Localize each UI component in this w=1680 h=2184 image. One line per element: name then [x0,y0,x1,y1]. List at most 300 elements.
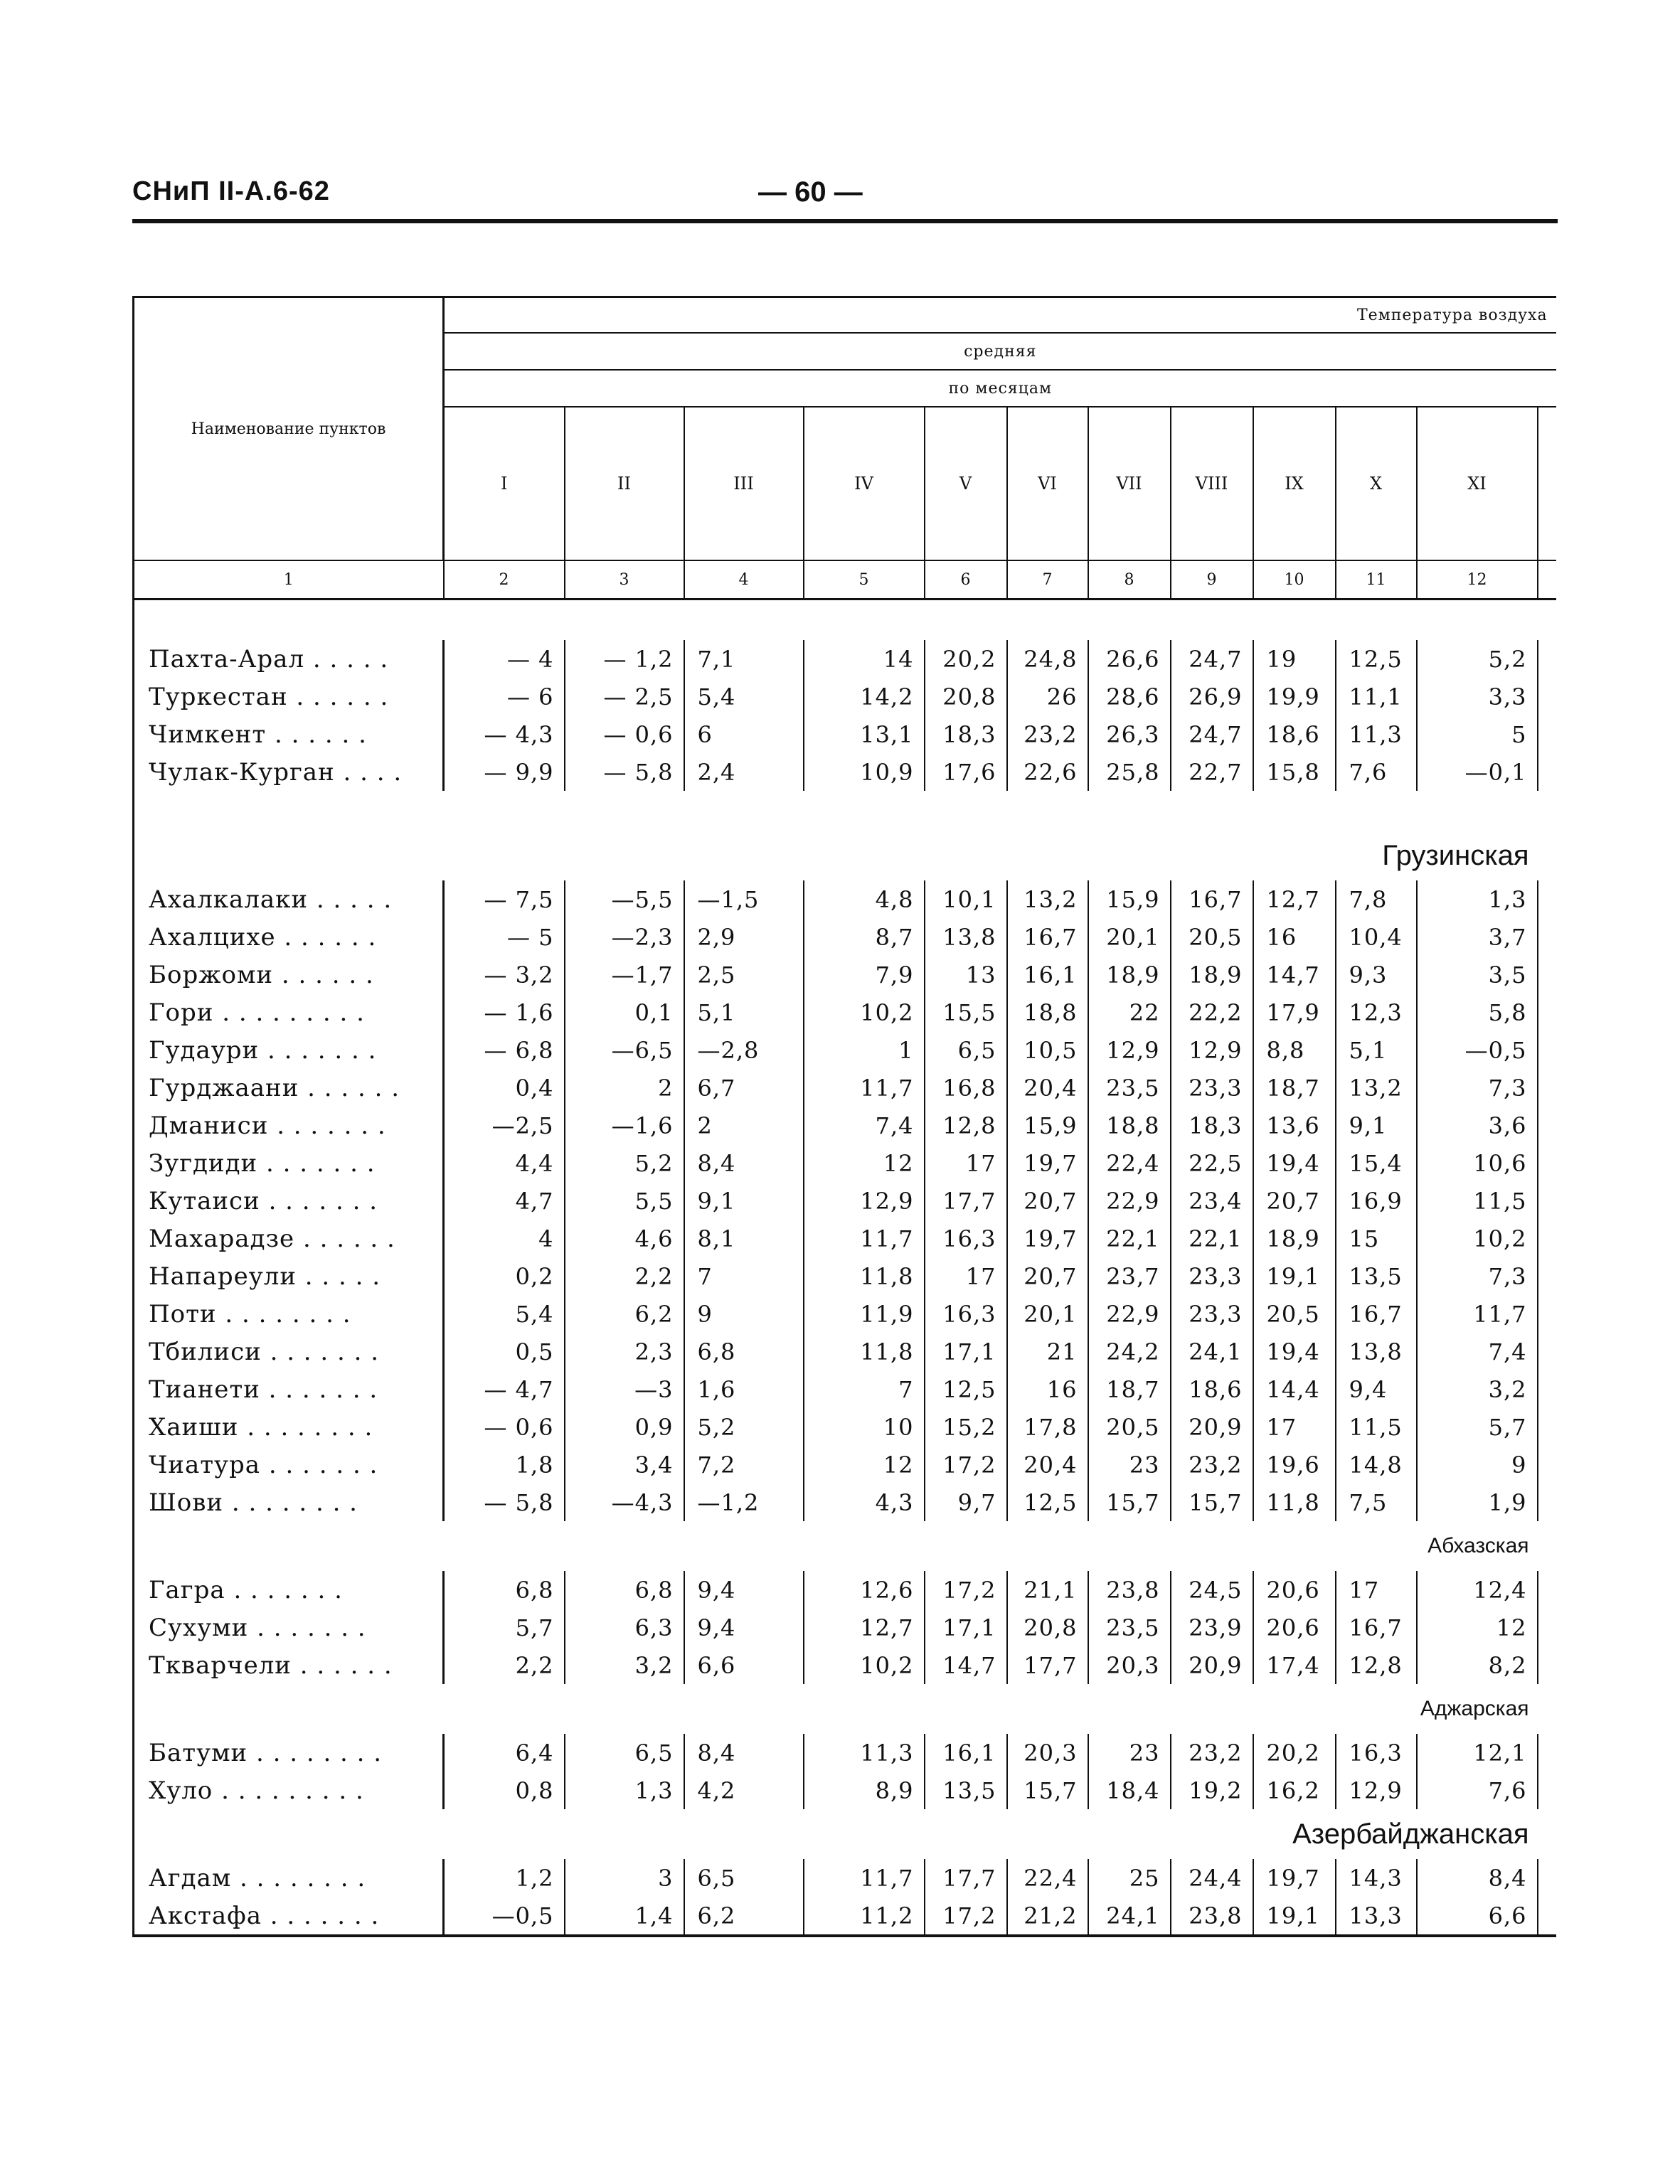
table-row [134,1897,1556,1936]
station-name: Чулак-Курган . . . . [134,753,444,791]
column-number: 3 [565,560,684,600]
temperature-value: 5,4 [444,1295,565,1333]
temperature-value: 6,2 [684,1897,804,1936]
station-name: Гори . . . . . . . . . [134,994,444,1031]
temperature-value: —3 [565,1370,684,1408]
temperature-value: 22 [1088,994,1171,1031]
temperature-value: 12,9 [804,1182,925,1220]
temperature-value: 5,5 [565,1182,684,1220]
temperature-value: 10,5 [1007,1031,1088,1069]
temperature-value: — 2,5 [565,678,684,715]
temperature-value: 20,1 [1088,918,1171,956]
temperature-value: 7,6 [1336,753,1417,791]
temperature-value: 19,7 [1007,1144,1088,1182]
column-number: 8 [1088,560,1171,600]
temperature-value: 14,2 [804,678,925,715]
temperature-value: 19,2 [1171,1772,1253,1809]
region-header-row [134,1809,1556,1859]
temperature-value: 22,1 [1088,1220,1171,1257]
temperature-value: 19,4 [1253,1144,1336,1182]
climate-table-container [132,296,1555,1941]
temperature-value: 4 [444,1220,565,1257]
temperature-value: 12,5 [1007,1483,1088,1521]
temperature-value: 20,4 [1007,1069,1088,1107]
station-name: Акстафа . . . . . . . [134,1897,444,1936]
temperature-value: 15,5 [925,994,1007,1031]
temperature-value: 4,7 [444,1182,565,1220]
temperature-value: 9,3 [1336,956,1417,994]
temperature-value: 19,6 [1253,1446,1336,1483]
temperature-value: 15,7 [1007,1772,1088,1809]
temperature-value: 23,3 [1171,1069,1253,1107]
temperature-value: 11,3 [804,1734,925,1772]
month-header: VII [1088,407,1171,560]
group-header-temperature: Температура воздуха [444,297,1556,334]
temperature-value: 6,6 [684,1646,804,1684]
table-row [134,1734,1556,1772]
temperature-value: 10,9 [804,753,925,791]
temperature-value: 24,8 [1007,640,1088,678]
temperature-value: 17,6 [925,753,1007,791]
temperature-value: 25,8 [1088,753,1171,791]
temperature-value: 13,2 [1007,880,1088,918]
temperature-value: 6,5 [925,1031,1007,1069]
temperature-value: 13,3 [1336,1897,1417,1936]
temperature-value: 18,6 [1171,1370,1253,1408]
temperature-value: 23,3 [1171,1257,1253,1295]
station-name: Агдам . . . . . . . . [134,1859,444,1897]
temperature-value: 3,7 [1417,918,1538,956]
temperature-value: 11,7 [1417,1295,1538,1333]
temperature-value: 1,4 [565,1897,684,1936]
temperature-value: —1,7 [565,956,684,994]
temperature-value: 12,9 [1171,1031,1253,1069]
temperature-value: 7,1 [684,640,804,678]
temperature-value: 11,2 [804,1897,925,1936]
table-row [134,1182,1556,1220]
region-label: Абхазская [134,1521,1538,1571]
temperature-value: —4,3 [565,1483,684,1521]
temperature-value: 12,9 [1336,1772,1417,1809]
station-name: Напареули . . . . . [134,1257,444,1295]
row-pad [1538,753,1556,791]
temperature-value: 23,8 [1171,1897,1253,1936]
table-row [134,753,1556,791]
temperature-value: 16,3 [925,1295,1007,1333]
region-header-row [134,1684,1556,1734]
temperature-value: —0,5 [444,1897,565,1936]
column-number: 5 [804,560,925,600]
temperature-value: 0,1 [565,994,684,1031]
temperature-value: 8,9 [804,1772,925,1809]
temperature-value: 6,5 [565,1734,684,1772]
station-name: Сухуми . . . . . . . [134,1609,444,1646]
temperature-value: 20,7 [1253,1182,1336,1220]
temperature-value: 2 [684,1107,804,1144]
temperature-value: 10 [804,1408,925,1446]
temperature-value: 18,9 [1171,956,1253,994]
temperature-value: 12,8 [925,1107,1007,1144]
temperature-value: 7,4 [804,1107,925,1144]
table-row [134,1144,1556,1182]
temperature-value: 24,7 [1171,715,1253,753]
temperature-value: 15,9 [1007,1107,1088,1144]
temperature-value: 20,9 [1171,1408,1253,1446]
station-name: Ткварчели . . . . . . [134,1646,444,1684]
station-name: Ахалкалаки . . . . . [134,880,444,918]
temperature-value: 6,8 [565,1571,684,1609]
temperature-value: 22,4 [1007,1859,1088,1897]
row-pad [1538,1646,1556,1684]
temperature-value: —1,6 [565,1107,684,1144]
station-name: Кутаиси . . . . . . . [134,1182,444,1220]
temperature-value: 17,9 [1253,994,1336,1031]
temperature-value: 5,1 [1336,1031,1417,1069]
temperature-value: 17,2 [925,1571,1007,1609]
column-number: 9 [1171,560,1253,600]
station-name: Махарадзе . . . . . . [134,1220,444,1257]
temperature-value: 11,9 [804,1295,925,1333]
column-number: 4 [684,560,804,600]
temperature-value: 21,1 [1007,1571,1088,1609]
temperature-value: 4,6 [565,1220,684,1257]
row-pad [1538,715,1556,753]
temperature-value: 24,7 [1171,640,1253,678]
temperature-value: 12,5 [925,1370,1007,1408]
temperature-value: — 6 [444,678,565,715]
temperature-value: 6,5 [684,1859,804,1897]
temperature-value: —2,8 [684,1031,804,1069]
temperature-value: 16,7 [1336,1295,1417,1333]
temperature-value: 3,3 [1417,678,1538,715]
temperature-value: 10,4 [1336,918,1417,956]
temperature-value: 14,4 [1253,1370,1336,1408]
temperature-value: 23,2 [1171,1734,1253,1772]
temperature-value: 13 [925,956,1007,994]
temperature-value: 11,8 [804,1257,925,1295]
temperature-value: 1 [804,1031,925,1069]
region-label: Азербайджанская [134,1809,1538,1859]
temperature-value: 26,6 [1088,640,1171,678]
temperature-value: 0,9 [565,1408,684,1446]
temperature-value: 5,7 [444,1609,565,1646]
temperature-value: 18,9 [1253,1220,1336,1257]
station-name: Гурджаани . . . . . . [134,1069,444,1107]
row-pad [1538,1483,1556,1521]
temperature-value: 19 [1253,640,1336,678]
temperature-value: 12 [804,1446,925,1483]
temperature-value: 12 [1417,1609,1538,1646]
temperature-value: 12,7 [1253,880,1336,918]
temperature-value: 11,7 [804,1859,925,1897]
temperature-value: 22,5 [1171,1144,1253,1182]
temperature-value: 23,7 [1088,1257,1171,1295]
temperature-value: — 0,6 [444,1408,565,1446]
temperature-value: 16,7 [1336,1609,1417,1646]
temperature-value: 23 [1088,1734,1171,1772]
temperature-value: 11,3 [1336,715,1417,753]
temperature-value: 0,4 [444,1069,565,1107]
climate-table [132,296,1556,1941]
temperature-value: 7,2 [684,1446,804,1483]
column-number-pad [1538,560,1556,600]
month-header: X [1336,407,1417,560]
temperature-value: 1,3 [1417,880,1538,918]
month-header: VI [1007,407,1088,560]
temperature-value: 7,6 [1417,1772,1538,1809]
temperature-value: 20,6 [1253,1609,1336,1646]
row-pad [1538,1571,1556,1609]
temperature-value: 20,9 [1171,1646,1253,1684]
temperature-value: 10,2 [804,1646,925,1684]
temperature-value: 23,8 [1088,1571,1171,1609]
temperature-value: —6,5 [565,1031,684,1069]
temperature-value: 17 [1336,1571,1417,1609]
temperature-value: 12,7 [804,1609,925,1646]
temperature-value: 11,1 [1336,678,1417,715]
temperature-value: 5 [1417,715,1538,753]
temperature-value: 13,8 [1336,1333,1417,1370]
station-name: Туркестан . . . . . . [134,678,444,715]
temperature-value: 17,1 [925,1609,1007,1646]
temperature-value: 6,3 [565,1609,684,1646]
temperature-value: 17,4 [1253,1646,1336,1684]
temperature-value: 17,2 [925,1446,1007,1483]
column-number: 11 [1336,560,1417,600]
temperature-value: 8,4 [684,1144,804,1182]
temperature-value: 16,7 [1171,880,1253,918]
temperature-value: 24,1 [1088,1897,1171,1936]
temperature-value: — 5 [444,918,565,956]
temperature-value: — 4,7 [444,1370,565,1408]
temperature-value: 15 [1336,1220,1417,1257]
table-row [134,1446,1556,1483]
table-row [134,994,1556,1031]
table-row [134,1483,1556,1521]
table-row [134,1646,1556,1684]
temperature-value: 14,7 [1253,956,1336,994]
row-pad [1538,1734,1556,1772]
station-name: Поти . . . . . . . . [134,1295,444,1333]
temperature-value: 20,7 [1007,1182,1088,1220]
temperature-value: 17 [925,1257,1007,1295]
temperature-value: 16,3 [925,1220,1007,1257]
temperature-value: 4,8 [804,880,925,918]
row-pad [1538,1370,1556,1408]
table-row [134,1257,1556,1295]
table-row [134,880,1556,918]
temperature-value: 18,3 [1171,1107,1253,1144]
temperature-value: 23,5 [1088,1069,1171,1107]
temperature-value: 17,8 [1007,1408,1088,1446]
temperature-value: 12,9 [1088,1031,1171,1069]
temperature-value: 18,7 [1253,1069,1336,1107]
temperature-value: 15,2 [925,1408,1007,1446]
temperature-value: 13,1 [804,715,925,753]
temperature-value: 22,1 [1171,1220,1253,1257]
temperature-value: — 9,9 [444,753,565,791]
row-pad [1538,1859,1556,1897]
month-header: IX [1253,407,1336,560]
temperature-value: 8,2 [1417,1646,1538,1684]
temperature-value: 9 [684,1295,804,1333]
temperature-value: 19,7 [1253,1859,1336,1897]
temperature-value: 13,6 [1253,1107,1336,1144]
temperature-value: 3,4 [565,1446,684,1483]
station-name: Тианети . . . . . . . [134,1370,444,1408]
station-name: Дманиси . . . . . . . [134,1107,444,1144]
row-pad [1538,1107,1556,1144]
temperature-value: 22,9 [1088,1295,1171,1333]
temperature-value: 20,3 [1007,1734,1088,1772]
month-header: V [925,407,1007,560]
temperature-value: 12,5 [1336,640,1417,678]
temperature-value: 2,5 [684,956,804,994]
temperature-value: 19,4 [1253,1333,1336,1370]
row-pad [1538,678,1556,715]
temperature-value: 14,3 [1336,1859,1417,1897]
temperature-value: 1,3 [565,1772,684,1809]
temperature-value: 16 [1007,1370,1088,1408]
row-pad [1538,1031,1556,1069]
station-name: Пахта-Арал . . . . . [134,640,444,678]
temperature-value: 16,9 [1336,1182,1417,1220]
temperature-value: 2,9 [684,918,804,956]
temperature-value: 23,2 [1171,1446,1253,1483]
row-pad [1538,640,1556,678]
station-name: Гагра . . . . . . . [134,1571,444,1609]
temperature-value: 5,4 [684,678,804,715]
temperature-value: 0,8 [444,1772,565,1809]
row-pad [1538,1609,1556,1646]
temperature-value: 15,8 [1253,753,1336,791]
temperature-value: 1,8 [444,1446,565,1483]
temperature-value: 11,7 [804,1069,925,1107]
station-name: Зугдиди . . . . . . . [134,1144,444,1182]
table-bottom-rule [134,1936,1556,1941]
temperature-value: 5,7 [1417,1408,1538,1446]
row-pad [1538,1069,1556,1107]
temperature-value: 20,5 [1171,918,1253,956]
station-name: Тбилиси . . . . . . . [134,1333,444,1370]
temperature-value: 3,2 [1417,1370,1538,1408]
temperature-value: 12 [804,1144,925,1182]
region-label: Грузинская [134,831,1538,880]
temperature-value: 15,4 [1336,1144,1417,1182]
table-row [134,1333,1556,1370]
temperature-value: 9 [1417,1446,1538,1483]
temperature-value: — 5,8 [565,753,684,791]
station-name: Хуло . . . . . . . . . [134,1772,444,1809]
temperature-value: 24,4 [1171,1859,1253,1897]
temperature-value: 10,6 [1417,1144,1538,1182]
temperature-value: 25 [1088,1859,1171,1897]
temperature-value: 5,2 [684,1408,804,1446]
temperature-value: 8,7 [804,918,925,956]
region-header-row [134,1521,1556,1571]
temperature-value: 20,7 [1007,1257,1088,1295]
temperature-value: — 4,3 [444,715,565,753]
temperature-value: 20,3 [1088,1646,1171,1684]
temperature-value: 7,3 [1417,1069,1538,1107]
temperature-value: 7 [684,1257,804,1295]
row-pad [1538,918,1556,956]
temperature-value: 6,2 [565,1295,684,1333]
month-header: I [444,407,565,560]
station-name: Боржоми . . . . . . [134,956,444,994]
temperature-value: — 5,8 [444,1483,565,1521]
station-name: Шови . . . . . . . . [134,1483,444,1521]
temperature-value: 17,2 [925,1897,1007,1936]
temperature-value: —1,2 [684,1483,804,1521]
temperature-value: 17,7 [925,1182,1007,1220]
temperature-value: 18,6 [1253,715,1336,753]
station-name: Батуми . . . . . . . . [134,1734,444,1772]
temperature-value: 26,9 [1171,678,1253,715]
region-label: Аджарская [134,1684,1538,1734]
temperature-value: —1,5 [684,880,804,918]
temperature-value: 9,4 [684,1609,804,1646]
temperature-value: —2,5 [444,1107,565,1144]
temperature-value: 14,7 [925,1646,1007,1684]
column-number: 7 [1007,560,1088,600]
row-pad [1538,1257,1556,1295]
temperature-value: 14 [804,640,925,678]
row-pad [1538,1220,1556,1257]
table-row [134,1220,1556,1257]
document-code: СНиП II-А.6-62 [132,176,330,206]
table-row [134,1772,1556,1809]
temperature-value: 10,2 [804,994,925,1031]
temperature-value: 11,5 [1336,1408,1417,1446]
temperature-value: 24,5 [1171,1571,1253,1609]
table-row [134,715,1556,753]
temperature-value: 4,3 [804,1483,925,1521]
temperature-value: 9,4 [684,1571,804,1609]
temperature-value: 2 [565,1069,684,1107]
table-row [134,1408,1556,1446]
temperature-value: — 1,6 [444,994,565,1031]
table-row [134,1107,1556,1144]
temperature-value: 24,2 [1088,1333,1171,1370]
temperature-value: —2,3 [565,918,684,956]
sub-header-average: средняя [444,333,1556,370]
temperature-value: 16,3 [1336,1734,1417,1772]
temperature-value: 28,6 [1088,678,1171,715]
temperature-value: 11,8 [804,1333,925,1370]
temperature-value: 3,2 [565,1646,684,1684]
temperature-value: 5,8 [1417,994,1538,1031]
temperature-value: 14,8 [1336,1446,1417,1483]
temperature-value: 16,7 [1007,918,1088,956]
temperature-value: 22,7 [1171,753,1253,791]
temperature-value: 2,2 [565,1257,684,1295]
temperature-value: 20,2 [925,640,1007,678]
temperature-value: 12,3 [1336,994,1417,1031]
temperature-value: 20,8 [1007,1609,1088,1646]
row-pad [1538,994,1556,1031]
temperature-value: 9,7 [925,1483,1007,1521]
temperature-value: 26 [1007,678,1088,715]
row-pad [1538,1897,1556,1936]
temperature-value: 11,5 [1417,1182,1538,1220]
table-row [134,1069,1556,1107]
temperature-value: 18,8 [1007,994,1088,1031]
temperature-value: 21 [1007,1333,1088,1370]
temperature-value: 8,4 [1417,1859,1538,1897]
row-pad [1538,1408,1556,1446]
temperature-value: 15,7 [1171,1483,1253,1521]
